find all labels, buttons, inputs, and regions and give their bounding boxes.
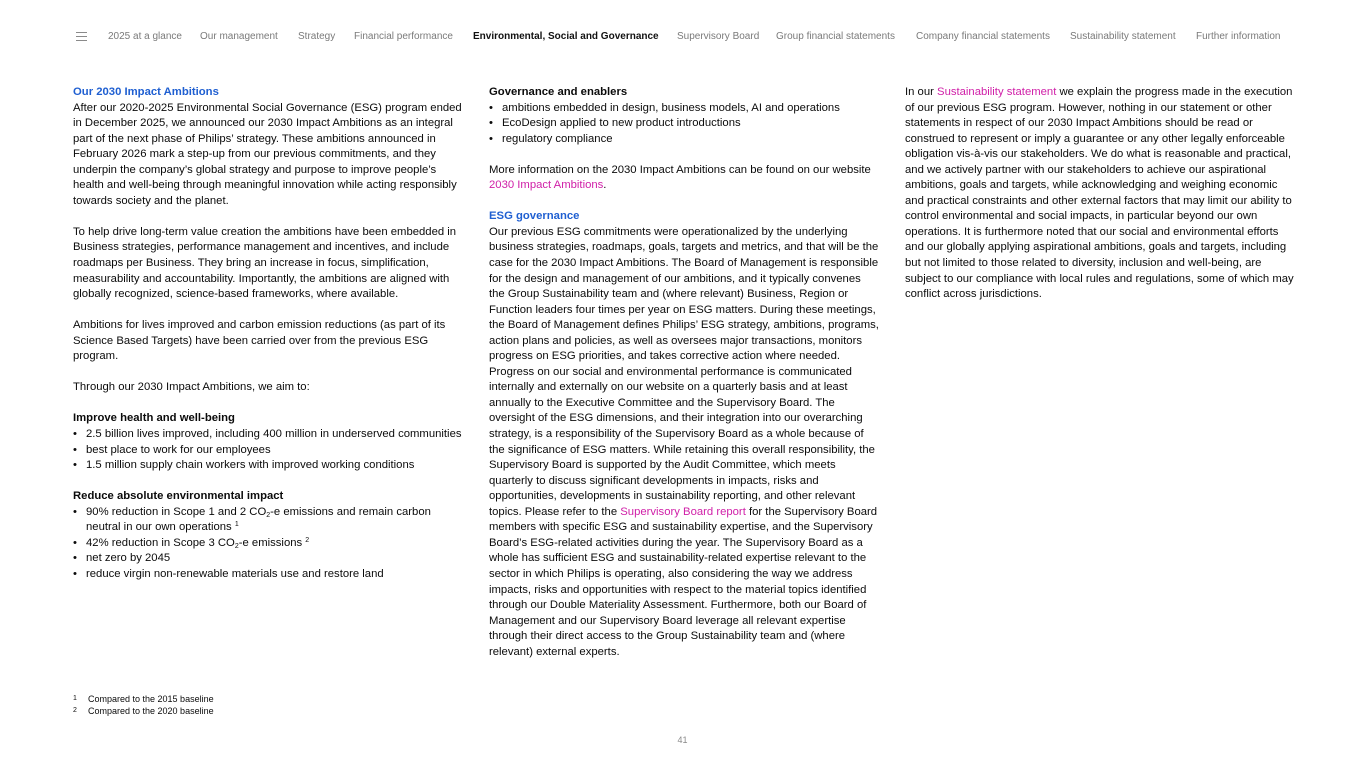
list-item: • 90% reduction in Scope 1 and 2 $CO_2-e$ emissions and remain carbon neutral in our own operations $^1$ xyxy=(73,505,463,536)
impact-ambitions-link[interactable]: 2030 Impact Ambitions xyxy=(489,179,604,192)
footnote-ref: 1 xyxy=(234,521,239,529)
nav-item-2025-at-a-glance[interactable]: 2025 at a glance xyxy=(108,31,182,42)
list-item: • EcoDesign applied to new product introductions xyxy=(489,116,879,132)
environment-subheading: Reduce absolute environmental impact xyxy=(73,490,284,503)
list-item: • net zero by 2045 xyxy=(73,551,463,567)
impact-ambitions-heading: Our 2030 Impact Ambitions xyxy=(73,86,219,98)
nav-item-esg-active[interactable]: Environmental, Social and Governance xyxy=(473,31,659,42)
list-item: • 2.5 billion lives improved, including 400 million in underserved communities xyxy=(73,427,463,443)
nav-item-our-management[interactable]: Our management xyxy=(200,31,278,42)
disclaimer-paragraph: In our Sustainability statement we explain the progress made in the execution of our previous ESG program. However, nothing in our statement or other statements in respect of our 2030 Impact Ambitions should be read or construed to represent or imply a guarantee or any other legally enforceable obligation vis-à-vis our stakeholders. We do what is reasonable and practical, and we actively partner with our stakeholders to achieve our aspirational ambitions, goals and targets, while acknowledging and weighing economic and practical constraints and other external factors that may limit our ability to control environmental and social impacts, in particular beyond our own operations. It is furthermore noted that our social and environmental efforts and our globally applying aspirational ambitions, goals and targets, including but not limited to those related to diversity, inclusion and well-being, are subject to our compliance with local rules and regulations, some of which may conflict across jurisdictions. xyxy=(905,86,1294,301)
nav-item-sustainability-statement[interactable]: Sustainability statement xyxy=(1070,31,1176,42)
column-middle xyxy=(489,85,879,676)
nav-item-further-information[interactable]: Further information xyxy=(1196,31,1281,42)
health-subheading: Improve health and well-being xyxy=(73,412,235,425)
footnotes xyxy=(73,694,214,717)
list-item: • ambitions embedded in design, business models, AI and operations xyxy=(489,101,879,117)
top-navigation xyxy=(0,24,1365,50)
carried-over-paragraph: Ambitions for lives improved and carbon emission reductions (as part of its Science Based Targets) have been carried over from the previous ESG program. xyxy=(73,319,446,363)
governance-heading: Governance and enablers xyxy=(489,86,628,98)
more-info-paragraph: More information on the 2030 Impact Ambitions can be found on our website 2030 Impact Ambitions. xyxy=(489,163,871,192)
footnote-ref: 2 xyxy=(305,536,310,544)
governance-list xyxy=(489,101,879,148)
list-item: • 1.5 million supply chain workers with improved working conditions xyxy=(73,458,463,474)
value-creation-paragraph: To help drive long-term value creation the ambitions have been embedded in Business strategies, performance management and incentives, and include roadmaps per Business. They bring an increase in focus, simplification, measurability and accountability. Importantly, the ambitions are aligned with globally recognized, science-based frameworks, where available. xyxy=(73,225,457,301)
sustainability-statement-link[interactable]: Sustainability statement xyxy=(937,86,1057,98)
page-number: 41 xyxy=(677,735,688,745)
environment-list xyxy=(73,505,463,583)
list-item: • 42% reduction in Scope 3 $CO_2-e$ emissions $^2$ xyxy=(73,536,463,552)
column-right xyxy=(905,85,1295,318)
list-item: • best place to work for our employees xyxy=(73,443,463,459)
list-item: • regulatory compliance xyxy=(489,132,879,148)
nav-item-company-financial-statements[interactable]: Company financial statements xyxy=(916,31,1050,42)
nav-item-supervisory-board[interactable]: Supervisory Board xyxy=(677,31,760,42)
esg-governance-paragraph: Our previous ESG commitments were operationalized by the underlying business strategies, roadmaps, goals, targets and metrics, and that will be the case for the 2030 Impact Ambitions. The Board of Management is responsible for the design and management of our ambitions, and it typically convenes the Group Sustainability team and (where relevant) Business, Region or Function leaders four times per year on ESG matters. During these meetings, the Board of Management defines Philips’ ESG strategy, ambitions, programs, action plans and policies, as well as oversees major transactions, monitors progress on ESG priorities, and takes corrective action where needed. Progress on our social and environmental performance is communicated internally and externally on our website on a quarterly basis and at least annually to the Executive Committee and the Supervisory Board. The oversight of the ESG dimensions, and their integration into our overarching strategy, is a responsibility of the Supervisory Board as a whole because of the significance of ESG matters. While retaining this overall responsibility, the Supervisory Board is supported by the Audit Committee, which meets quarterly to discuss significant developments in impacts, risks and opportunities, developments in sustainability reporting, and other relevant topics. Please refer to the Supervisory Board report for the Supervisory Board members with specific ESG and sustainability expertise, and the Supervisory Board’s ESG-related activities during the year. The Supervisory Board as a whole has sufficient ESG and sustainability-related expertise relevant to the sector in which Philips is operating, also considering the way we address impacts, risks and opportunities with respect to the material topics identified through our Double Materiality Assessment. Furthermore, both our Board of Management and our Supervisory Board leverage all relevant expertise through their direct access to the Group Sustainability team and (where relevant) external experts. xyxy=(489,225,879,658)
nav-item-strategy[interactable]: Strategy xyxy=(298,31,336,42)
supervisory-board-report-link[interactable]: Supervisory Board report xyxy=(620,505,746,518)
nav-item-group-financial-statements[interactable]: Group financial statements xyxy=(776,31,895,42)
footnote: 1 Compared to the 2015 baseline xyxy=(73,694,214,704)
footnote: 2 Compared to the 2020 baseline xyxy=(73,705,214,716)
esg-governance-heading: ESG governance xyxy=(489,210,580,223)
health-list xyxy=(73,427,463,474)
hamburger-menu-icon[interactable] xyxy=(76,32,87,41)
list-item: • reduce virgin non-renewable materials use and restore land xyxy=(73,567,463,583)
nav-item-financial-performance[interactable]: Financial performance xyxy=(354,31,453,42)
column-left xyxy=(73,85,463,598)
aim-paragraph: Through our 2030 Impact Ambitions, we aim to: xyxy=(73,381,310,394)
intro-paragraph: After our 2020-2025 Environmental Social Governance (ESG) program ended in December 2025, we announced our 2030 Impact Ambitions as an integral part of the next phase of Philips’ strategy. These ambitions announced in February 2026 mark a step-up from our previous commitments, and they underpin the company’s global strategy and purpose to improve people’s health and well-being through meaningful innovation while acting responsibly towards society and the planet. xyxy=(73,101,462,207)
